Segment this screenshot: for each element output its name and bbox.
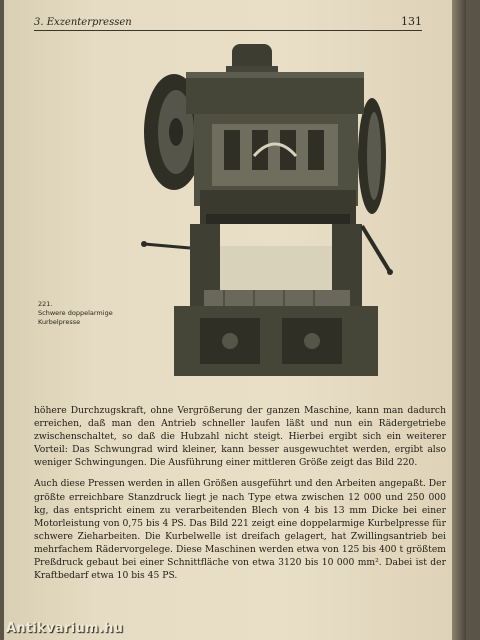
book-page — [4, 0, 466, 640]
figure-caption — [38, 300, 148, 326]
press-crown — [186, 74, 364, 114]
body-text — [34, 404, 446, 590]
page-number: 131 — [401, 15, 422, 28]
watermark-logo: Antikvarium.hu — [6, 621, 124, 636]
caption-line-1: Schwere doppelarmige — [38, 308, 113, 317]
right-lever — [362, 226, 390, 272]
paragraph-1: höhere Durchzugskraft, ohne Vergrößerung der ganzen Maschine, kann man dadurch erreichen, daß man den Antrieb schneller laufen läßt und nun ein Rädergetriebe zwischenschaltet, so daß die Hubzahl nicht steigt. Hierbei ergibt sich ein weiterer Vorteil: Das Schwungrad wird kleiner, kann besser ausgewuchtet werden, ergibt also weniger Schwingungen. Die Ausführung einer mittleren Größe zeigt das Bild 220. — [34, 405, 446, 469]
section-title: 3. Exzenterpressen — [34, 17, 132, 28]
running-header — [34, 6, 422, 31]
paragraph-2: Auch diese Pressen werden in allen Größen ausgeführt und den Arbeiten angepaßt. Der größte erreichbare Stanzdruck liegt je nach Type etwa zwischen 12 000 und 250 000 kg, das entspricht einem zu verarbeitenden Blech von 4 bis 13 mm Dicke bei einer Motorleistung von 0,75 bis 4 PS. Das Bild 221 zeigt eine doppelarmige Kurbelpresse für schwere Zieharbeiten. Die Kurbelwelle ist dreifach gelagert, hat Zwillingsantrieb bei mehrfachem Rädervorgelege. Diese Maschinen werden etwa von 125 bis 400 t größtem Preßdruck gebaut bei einer Schnittfläche von etwa 3120 bis 10 000 mm². Dabei ist der Kraftbedarf etwa 10 bis 45 PS. — [34, 478, 446, 582]
bolster-table — [204, 290, 350, 306]
left-lever — [144, 244, 190, 248]
press-machine-illustration — [134, 36, 414, 386]
figure-number: 221. — [38, 300, 53, 308]
caption-line-2: Kurbelpresse — [38, 317, 81, 326]
book-spine-shadow — [452, 0, 466, 640]
